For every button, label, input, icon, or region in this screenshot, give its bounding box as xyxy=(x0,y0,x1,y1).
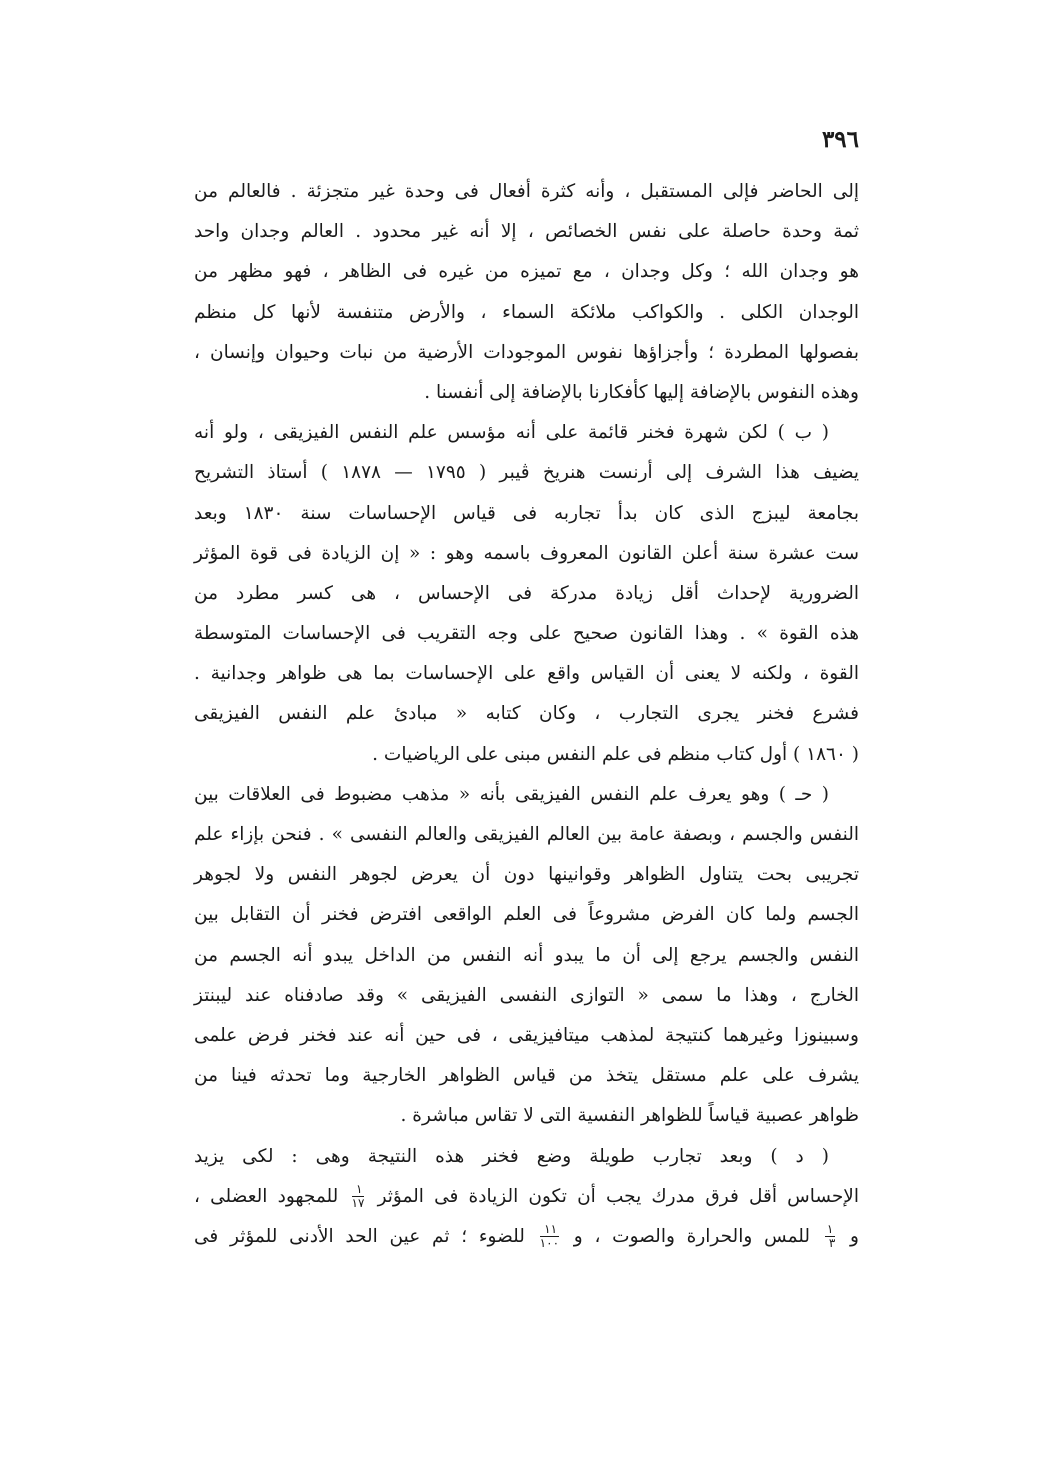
page-body xyxy=(194,172,859,1257)
fraction xyxy=(825,1223,835,1250)
fraction xyxy=(352,1183,365,1210)
line-segment: الإحساس أقل فرق مدرك يجب أن تكون الزيادة فى المؤثر xyxy=(377,1185,859,1207)
text-line: هذه القوة » . وهذا القانون صحيح على وجه التقريب فى الإحساسات المتوسطة xyxy=(194,623,859,645)
text-line: يشرف على علم مستقل يتخذ من قياس الظواهر الخارجية وما تحدثه فينا من xyxy=(194,1065,859,1087)
text-line: هو وجدان الله ؛ وكل وجدان ، مع تميزه من غيره فى الظاهر ، فهو مظهر من xyxy=(194,261,859,283)
fraction xyxy=(540,1223,559,1250)
fraction-denominator: ١٠٠ xyxy=(539,1236,560,1251)
text-line: إلى الحاضر فإلى المستقبل ، وأنه كثرة أفعال فى وحدة غير متجزئة . فالعالم من xyxy=(194,181,859,202)
line-segment: للمس والحرارة والصوت ، و xyxy=(573,1225,811,1247)
line-segment: للضوء ؛ ثم عين الحد الأدنى للمؤثر فى xyxy=(194,1225,525,1247)
fraction-numerator: ١ xyxy=(352,1183,365,1197)
paragraph-d-start: ( د ) وبعد تجارب طويلة وضع فخنر هذه النتيجة وهى : لكى يزيد xyxy=(194,1145,829,1167)
text-line: ظواهر عصبية قياساً للظواهر النفسية التى لا تقاس مباشرة . xyxy=(400,1105,859,1127)
text-line: يضيف هذا الشرف إلى أرنست هنريخ ڤيبر ( ١٧٩٥ — ١٨٧٨ ) أستاذ التشريح xyxy=(194,462,860,484)
text-line: النفس والجسم يرجع إلى أن ما يبدو أنه النفس من الداخل يبدو أنه الجسم من xyxy=(194,944,859,966)
text-line: الوجدان الكلى . والكواكب ملائكة السماء ، والأرض متنفسة لأنها كل منظم xyxy=(194,301,859,323)
text-line: تجريبى بحت يتناول الظواهر وقوانينها دون أن يعرض لجوهر النفس ولا لجوهر xyxy=(194,864,859,886)
text-line-with-fraction xyxy=(194,1177,859,1217)
text-line: ثمة وحدة حاصلة على نفس الخصائص ، إلا أنه غير محدود . العالم وجدان واحد xyxy=(194,221,859,243)
fraction-denominator: ٣ xyxy=(828,1236,836,1251)
paragraph-b-start: ( ب ) لكن شهرة فخنر قائمة على أنه مؤسس علم النفس الفيزيقى ، ولو أنه xyxy=(194,422,829,444)
paragraph-h-start: ( حـ ) وهو يعرف علم النفس الفيزيقى بأنه « مذهب مضبوط فى العلاقات بين xyxy=(194,783,829,805)
fraction-numerator: ١١ xyxy=(540,1223,559,1237)
fraction-denominator: ١٧ xyxy=(351,1196,365,1211)
text-line: النفس والجسم ، وبصفة عامة بين العالم الفيزيقى والعالم النفسى » . فنحن بإزاء علم xyxy=(194,824,859,845)
text-line: بجامعة ليبزج الذى كان بدأ تجاربه فى قياس الإحساسات سنة ١٨٣٠ وبعد xyxy=(194,502,859,524)
text-line: ست عشرة سنة أعلن القانون المعروف باسمه وهو : « إن الزيادة فى قوة المؤثر xyxy=(194,542,859,564)
text-line: الجسم ولما كان الفرض مشروعاً فى العلم الواقعى افترض فخنر أن التقابل بين xyxy=(194,904,859,926)
text-line: بفصولها المطردة ؛ وأجزاؤها نفوس الموجودات الأرضية من نبات وحيوان وإنسان ، xyxy=(194,341,859,363)
text-line: وهذه النفوس بالإضافة إليها كأفكارنا بالإضافة إلى أنفسنا . xyxy=(424,381,859,403)
text-line: الضرورية لإحداث أقل زيادة مدركة فى الإحساس ، هى كسر مطرد من xyxy=(194,582,859,604)
text-line-with-fractions xyxy=(194,1217,859,1257)
text-line: وسبينوزا وغيرهما كنتيجة لمذهب ميتافيزيقى ، فى حين أنه عند فخنر فرض علمى xyxy=(194,1024,859,1046)
line-segment: و xyxy=(850,1225,859,1247)
text-line: ( ١٨٦٠ ) أول كتاب منظم فى علم النفس مبنى على الرياضيات . xyxy=(372,743,859,765)
page-number: ٣٩٦ xyxy=(821,126,859,153)
line-segment: للمجهود العضلى ، xyxy=(194,1185,339,1207)
text-line: الخارج ، وهذا ما سمى « التوازى النفسى الفيزيقى » وقد صادفناه عند ليبنتز xyxy=(194,984,859,1006)
fraction-numerator: ١ xyxy=(826,1222,834,1237)
text-line: القوة ، ولكنه لا يعنى أن القياس واقع على الإحساسات بما هى ظواهر وجدانية . xyxy=(194,663,859,685)
text-line: فشرع فخنر يجرى التجارب ، وكان كتابه « مبادئ علم النفس الفيزيقى xyxy=(194,703,859,725)
